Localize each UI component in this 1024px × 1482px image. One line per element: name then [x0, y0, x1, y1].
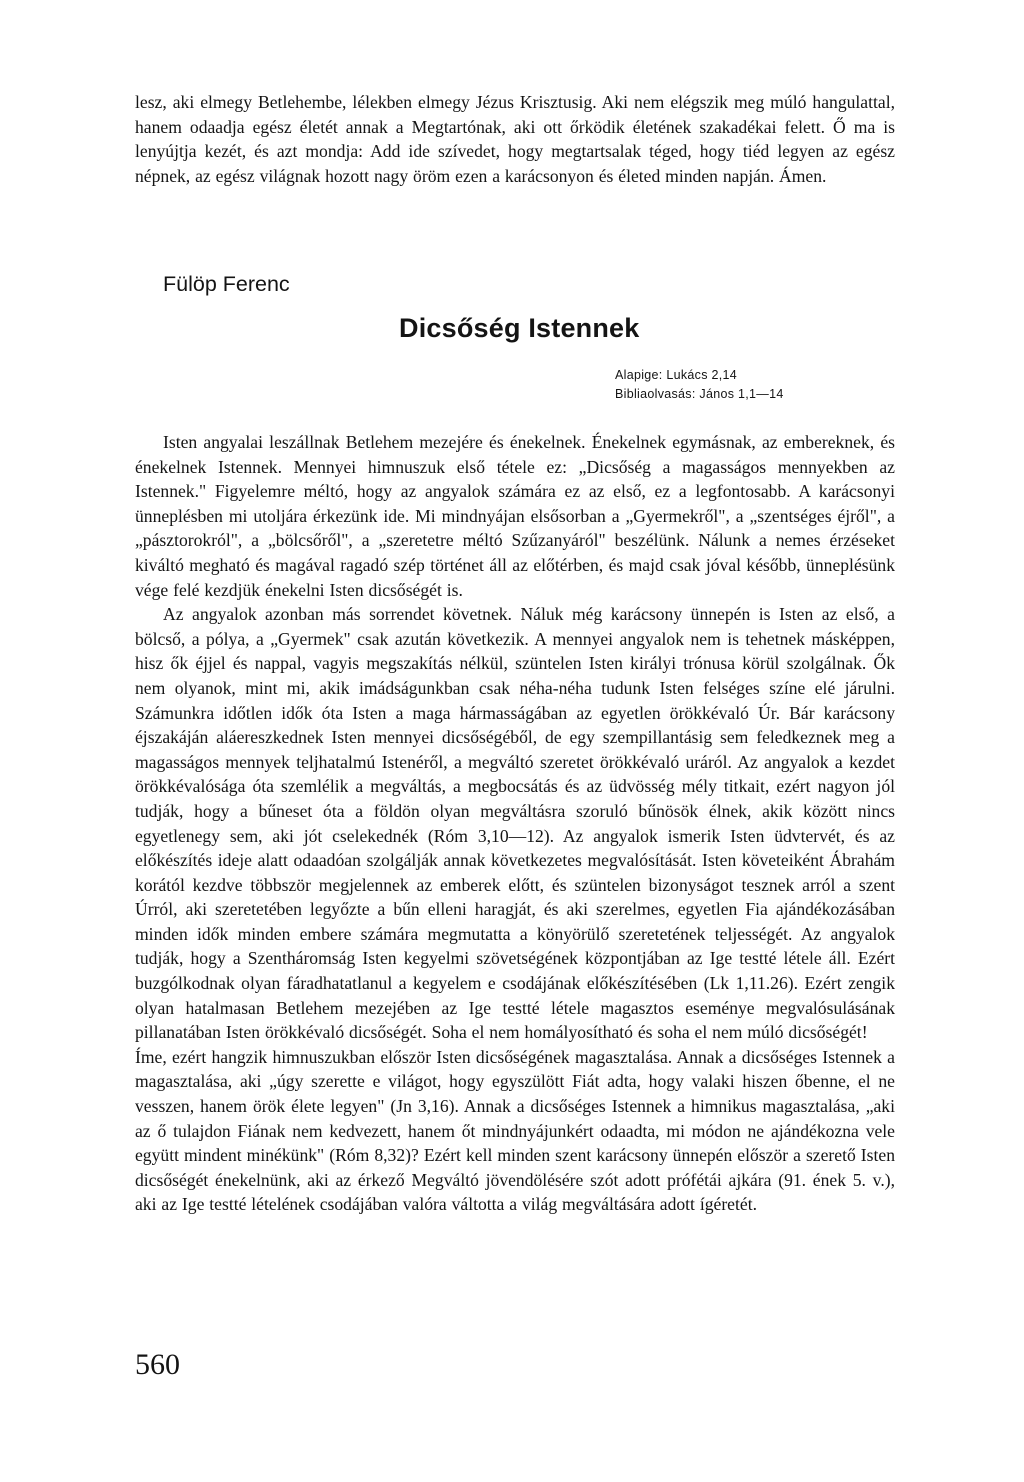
body-paragraph: Az angyalok azonban más sorrendet követnek. Náluk még karácsony ünnepén is Isten az első, a bölcső, a pólya, a „Gyermek" csak azután következik. A mennyei angyalok nem is tehetnek másképpen, hisz ők éjjel és nappal, vagyis megszakítás nélkül, szüntelen Isten királyi trónusa körül szolgálnak. Ők nem olyanok, mint mi, akik imádságunkban csak néha-néha tudunk Isten felséges színe elé járulni. Számunkra időtlen idők óta Isten a maga hármasságában az egyetlen örökkévaló Úr. Bár karácsony éjszakáján aláereszkednek Isten mennyei dicsőségéből, de egy szempillantásig sem feledkeznek meg a magasságos mennyek teljhatalmú Istenéről, a megváltó szeretet örökkévaló uráról. Az angyalok a kezdet örökkévalósága óta szemlélik a megváltás, a megbocsátás és az üdvösség mély titkait, ezért nagyon jól tudják, hogy a bűneset óta a földön olyan megváltásra szoruló bűnösök élnek, akik között nincs egyetlenegy sem, aki jót cselekednék (Róm 3,10—12). Az angyalok ismerik Isten üdvtervét, és az előkészítés ideje alatt odaadóan szolgálják annak következetes megvalósítását. Isten követeiként Ábrahám korától kezdve többször megjelennek az emberek előtt, és szüntelen bizonyságot tesznek arról a szent Úrról, aki szeretetében legyőzte a bűn elleni haragját, és aki szerelmes, egyetlen Fia ajándékozásában minden idők minden embere számára megmutatta a könyörülő szeretetének teljességét. Az angyalok tudják, hogy a Szentháromság Isten kegyelmi szövetségének központjában az Ige testté létele áll. Ezért buzgólkodnak olyan fáradhatatlanul a kegyelem e csodájának előkészítésében (Lk 1,11.26). Ezért zengik olyan hatalmasan Betlehem mezejében az Ige testté létele magasztos eseménye megvalósulásának pillanatában Isten örökkévaló dicsőségét. Soha el nem homályosítható és soha el nem múló dicsőségét! [135, 604, 895, 1043]
page-content [135, 90, 895, 1215]
author-name: Fülöp Ferenc [163, 272, 290, 296]
body-paragraph: Isten angyalai leszállnak Betlehem mezejére és énekelnek. Énekelnek egymásnak, az embereknek, és énekelnek Istennek. Mennyei himnuszuk első tétele ez: „Dicsőség a magasságos mennyekben az Istennek." Figyelemre méltó, hogy az angyalok számára ez az első, ez a legfontosabb. A karácsonyi ünneplésben mi utoljára érkezünk ide. Mi mindnyájan elsősorban a „Gyermekről", a „szentséges éjről", a „pásztorokról", a „bölcsőről", a „szeretetre méltó Szűzanyáról" beszélünk. Nálunk a nemes érzéseket kiváltó megható és magával ragadó szép történet áll az előtérben, és majd csak jóval később, ünneplésünk vége felé kezdjük énekelni Isten dicsőségét is. [135, 432, 895, 600]
intro-paragraph: lesz, aki elmegy Betlehembe, lélekben elmegy Jézus Krisztusig. Aki nem elégszik meg múló hangulattal, hanem odaadja egész életét annak a Megtartónak, aki ott őrködik életének szakadékai felett. Ő ma is lenyújtja kezét, és azt mondja: Add ide szívedet, hogy megtartsalak téged, hogy tiéd legyen az egész népnek, az egész világnak hozott nagy öröm ezen a karácsonyon és életed minden napján. Ámen. [135, 92, 895, 186]
scripture-references [615, 366, 784, 404]
body-paragraph: Íme, ezért hangzik himnuszukban először Isten dicsőségének magasztalása. Annak a dicsőséges Istennek a magasztalása, aki „úgy szerette e világot, hogy egyszülött Fiát adta, hogy valaki hiszen őbenne, el ne vesszen, hanem örök élete legyen" (Jn 3,16). Annak a dicsőséges Istennek a himnikus magasztalása, „aki az ő tulajdon Fiának nem kedvezett, hanem őt mindnyájunkért odaadta, mi módon ne ajándékozna vele együtt mindent minékünk" (Róm 8,32)? Ezért kell minden szent karácsony ünnepén először a szerető Isten dicsőségét énekelnünk, aki az érkező Megváltó jövendölésére szót adott prófétái ajkára (91. ének 5. v.), aki az Ige testté lételének csodájában valóra váltotta a világ megváltására adott ígéretét. [135, 1046, 895, 1215]
bibliaolvasas-reference: Bibliaolvasás: János 1,1—14 [615, 387, 784, 401]
sermon-title: Dicsőség Istennek [399, 313, 640, 343]
alapige-reference: Alapige: Lukács 2,14 [615, 368, 738, 382]
sermon-body [135, 430, 895, 1217]
page-number: 560 [135, 1348, 180, 1381]
